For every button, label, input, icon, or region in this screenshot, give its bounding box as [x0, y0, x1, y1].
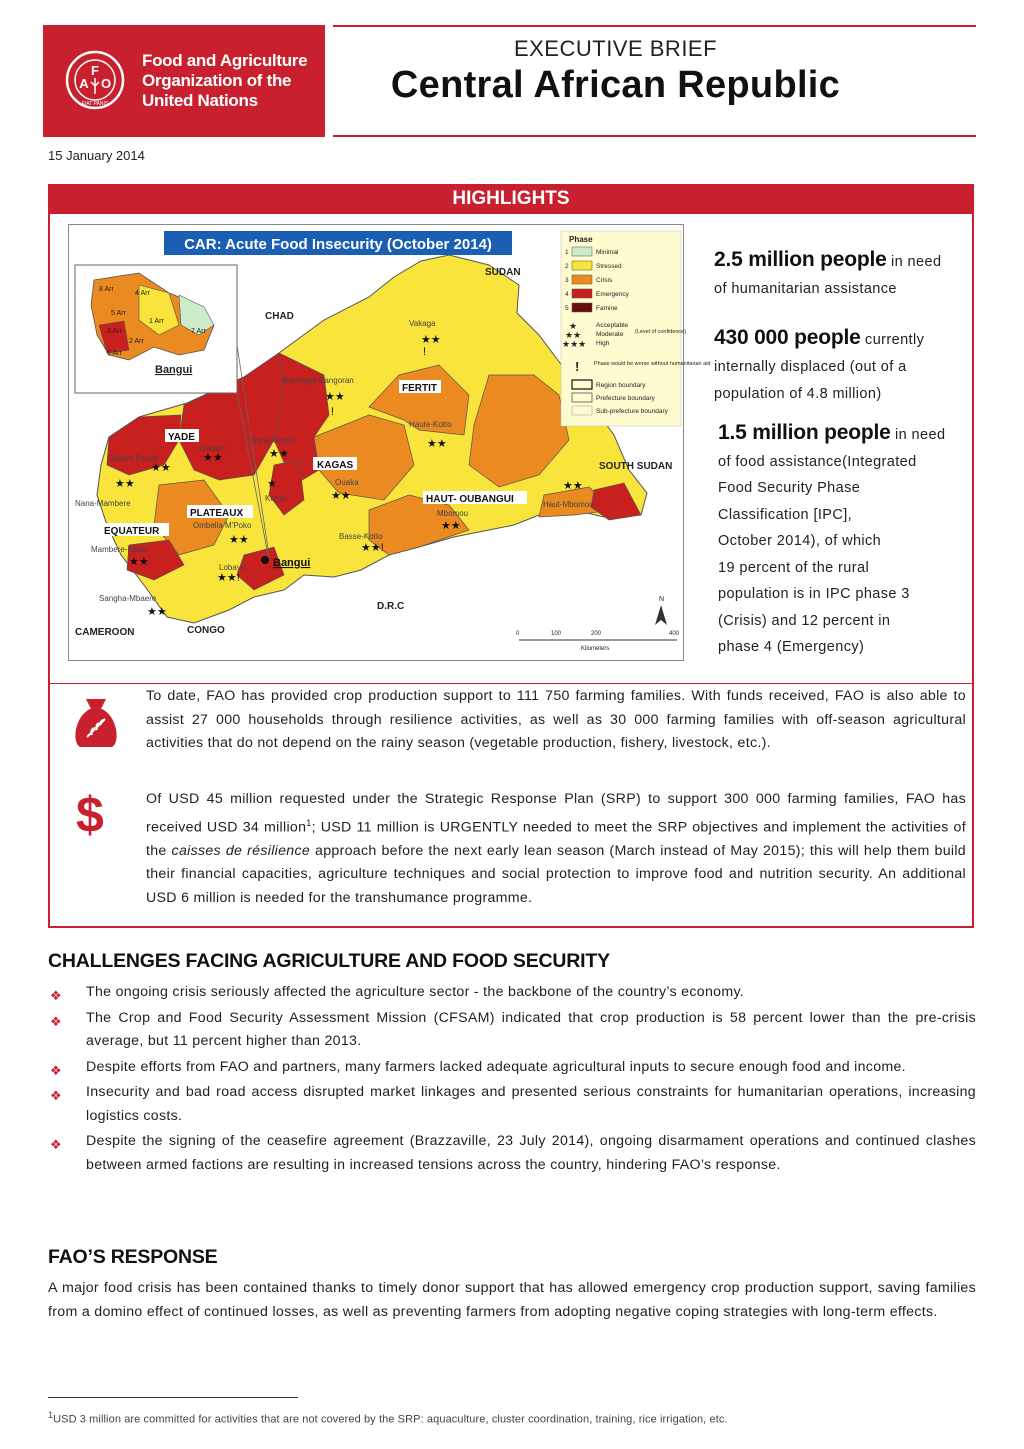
pref-kemo: Kemo — [265, 494, 286, 503]
svg-text:400: 400 — [669, 631, 680, 637]
dollar-icon: $ — [76, 787, 104, 843]
svg-text:!: ! — [575, 359, 580, 374]
svg-text:★★: ★★ — [325, 391, 345, 403]
pref-vakaga: Vakaga — [409, 319, 436, 328]
pref-basse-kotto: Basse-Kotto — [339, 532, 383, 541]
svg-text:A: A — [79, 76, 89, 91]
header-rule-bottom — [333, 135, 976, 137]
region-yade: YADE — [168, 432, 195, 443]
svg-text:0: 0 — [516, 631, 520, 637]
svg-text:Stressed: Stressed — [596, 263, 622, 270]
svg-text:★★: ★★ — [563, 480, 583, 492]
highlights-para-support: To date, FAO has provided crop production support to 111 750 farming families. With funds received, FAO is also able to assist 27 000 households through resilience activities, as well as 30 000 farming families with off-season agricultural activities that do not depend on the rainy season (vegetable production, fishery, livestock, etc.). — [146, 688, 966, 751]
svg-text:3: 3 — [565, 277, 569, 284]
neighbor-cameroon: CAMEROON — [75, 627, 135, 638]
list-item: ❖ Insecurity and bad road access disrupted market linkages and presented serious constraints for humanitarian operations, increasing logistics costs. — [50, 1084, 976, 1124]
bullet-icon: ❖ — [50, 1088, 62, 1103]
bullet-icon: ❖ — [50, 988, 62, 1003]
pref-ouham-pende: Ouham Pende — [107, 454, 159, 463]
svg-text:★★: ★★ — [151, 462, 171, 474]
svg-text:★★!: ★★! — [361, 542, 384, 554]
footnote-rule — [48, 1397, 298, 1398]
list-item: ❖ The ongoing crisis seriously affected the agriculture sector - the backbone of the country’s economy. — [48, 981, 976, 1005]
svg-text:★★: ★★ — [421, 334, 441, 346]
pref-ouaka: Ouaka — [335, 478, 359, 487]
fao-emblem-icon — [65, 50, 125, 110]
svg-text:1: 1 — [565, 249, 569, 256]
pref-ouham: Ouham — [199, 444, 226, 453]
neighbor-congo: CONGO — [187, 625, 225, 636]
highlights-para-funding: Of USD 45 million requested under the Strategic Response Plan (SRP) to support 300 000 farming families, FAO has received USD 34 million$^1$; USD 11 million is URGENTLY needed to meet the SRP objectives and implement the activities of the caisses de résilience approach before the next early lean season (March instead of May 2015); this will help them build their financial capacities, agriculture techniques and social protection to improve food and nutrition security. An additional USD 6 million is needed for the transhumance programme. — [146, 791, 966, 906]
svg-text:★★: ★★ — [147, 606, 167, 618]
inset-district-4: 4 Arr — [135, 290, 150, 297]
document-date: 15 January 2014 — [48, 148, 145, 163]
pref-bamingui: Bamingui-Bangoran — [283, 376, 354, 385]
food-insecurity-map — [68, 224, 711, 661]
response-text: A major food crisis has been contained thanks to timely donor support that has allowed emergency crop production support, saving families from a domino effect of continued losses, as well as preventing farmers from adopting negative coping strategies with long-term effects. — [48, 1280, 976, 1320]
map-svg — [69, 225, 711, 662]
stat-food-assistance: 1.5 million people in need of food assistance(Integrated Food Security Phase Classification [IPC], October 2014), of which 19 percent of the rural population is in IPC phase 3 (Crisis) and 12 percent in phase 4 (Emergency) — [718, 421, 946, 655]
svg-text:F: F — [91, 63, 99, 78]
region-equateur: EQUATEUR — [104, 526, 160, 537]
svg-text:★★!: ★★! — [217, 572, 240, 584]
header-rule-top — [333, 25, 976, 27]
seed-bag-icon — [70, 695, 122, 749]
svg-text:Sub-prefecture boundary: Sub-prefecture boundary — [596, 408, 668, 415]
svg-text:Phase: Phase — [569, 235, 593, 244]
neighbor-sudan: SUDAN — [485, 267, 521, 278]
stat-displaced: 430 000 people currently internally displaced (out of a population of 4.8 million) — [714, 326, 925, 402]
region-plateaux: PLATEAUX — [190, 508, 244, 519]
highlights-divider — [50, 683, 972, 684]
svg-text:4: 4 — [565, 291, 569, 298]
svg-text:Kilometers: Kilometers — [581, 646, 610, 652]
pref-mambere-kadei: Mambere-Kadei — [91, 545, 148, 554]
bangui-marker — [261, 556, 269, 564]
svg-text:★: ★ — [569, 321, 578, 331]
svg-text:2: 2 — [565, 263, 569, 270]
highlights-heading: HIGHLIGHTS — [48, 184, 974, 214]
challenges-heading: CHALLENGES FACING AGRICULTURE AND FOOD SECURITY — [48, 950, 610, 972]
svg-text:★★: ★★ — [427, 438, 447, 450]
pref-mbomou: Mbomou — [437, 509, 469, 518]
capital-label: Bangui — [273, 557, 311, 569]
svg-text:Crisis: Crisis — [596, 277, 613, 284]
svg-text:Famine: Famine — [596, 305, 618, 312]
svg-text:★★: ★★ — [331, 490, 351, 502]
north-arrow-icon — [655, 605, 667, 625]
region-fertit: FERTIT — [402, 383, 437, 394]
svg-text:★★: ★★ — [441, 520, 461, 532]
challenges-list — [48, 981, 976, 1179]
inset-bangui-label: Bangui — [155, 364, 193, 376]
svg-text:Prefecture boundary: Prefecture boundary — [596, 395, 655, 402]
list-item: ❖ The Crop and Food Security Assessment Mission (CFSAM) indicated that crop production is 58 percent lower than the pre-crisis average, but 11 percent higher than 2013. — [50, 1009, 976, 1049]
neighbor-chad: CHAD — [265, 311, 294, 322]
inset-district-1: 1 Arr — [149, 318, 164, 325]
list-item: ❖ Despite efforts from FAO and partners, many farmers lacked adequate agricultural inputs to secure enough food and income. — [48, 1056, 976, 1080]
svg-text:Region boundary: Region boundary — [596, 382, 646, 389]
pref-lobaye: Lobaye — [219, 563, 246, 572]
bullet-icon: ❖ — [50, 1013, 62, 1029]
svg-text:★★★: ★★★ — [562, 339, 587, 349]
svg-text:★: ★ — [267, 478, 277, 490]
pref-sangha: Sangha-Mbaere — [99, 594, 157, 603]
pref-ombella: Ombella M'Poko — [193, 521, 252, 530]
response-heading: FAO’S RESPONSE — [48, 1246, 218, 1268]
bullet-icon: ❖ — [50, 1137, 62, 1152]
pref-haute-kotto: Haute-Kotto — [409, 420, 452, 429]
fao-logo-block — [43, 25, 325, 137]
pref-nana-mambere: Nana-Mambere — [75, 499, 131, 508]
neighbor-south-sudan: SOUTH SUDAN — [599, 461, 673, 472]
inset-district-2: 2 Arr — [129, 338, 144, 345]
svg-text:★★: ★★ — [565, 330, 582, 340]
region-kagas: KAGAS — [317, 460, 354, 471]
svg-text:!: ! — [331, 406, 335, 418]
svg-text:200: 200 — [591, 631, 602, 637]
footnote: $^1$USD 3 million are committed for activities that are not covered by the SRP: aquaculture, cluster coordination, training, rice irrigation, etc. — [48, 1410, 728, 1426]
svg-text:!: ! — [423, 346, 427, 358]
neighbor-drc: D.R.C — [377, 601, 405, 612]
svg-text:O: O — [100, 76, 112, 91]
svg-text:100: 100 — [551, 631, 562, 637]
svg-text:FIAT PANIS: FIAT PANIS — [81, 101, 109, 107]
svg-text:★★: ★★ — [115, 478, 135, 490]
stat-humanitarian: 2.5 million people in need of humanitarian assistance — [714, 248, 942, 297]
inset-district-7: 7 Arr — [191, 328, 206, 335]
svg-text:Minimal: Minimal — [596, 249, 619, 256]
bullet-icon: ❖ — [50, 1062, 62, 1078]
map-title: CAR: Acute Food Insecurity (October 2014) — [184, 236, 492, 253]
document-type: EXECUTIVE BRIEF — [513, 36, 718, 61]
inset-district-6: 6 Arr — [107, 350, 122, 357]
inset-district-8: 8 Arr — [99, 286, 114, 293]
list-item: ❖ Despite the signing of the ceasefire agreement (Brazzaville, 23 July 2014), ongoing disarmament operations and continued clashes between armed factions are resulting in increased tensions across the country, hindering FAO’s response. — [50, 1133, 976, 1173]
inset-district-5: 5 Arr — [111, 310, 126, 317]
svg-text:(Level of confidence): (Level of confidence) — [635, 329, 687, 335]
inset-district-3: 3 Arr — [107, 328, 122, 335]
pref-nana-gribizi: Nana-Gribizi — [251, 436, 296, 445]
svg-text:High: High — [596, 340, 610, 347]
svg-text:Moderate: Moderate — [596, 331, 624, 338]
svg-text:Phase would be worse without h: Phase would be worse without humanitarian aid — [594, 361, 711, 367]
svg-text:★★: ★★ — [229, 534, 249, 546]
region-haut-oubangui: HAUT- OUBANGUI — [426, 494, 514, 505]
svg-text:5: 5 — [565, 305, 569, 312]
svg-text:★★: ★★ — [129, 556, 149, 568]
footnote-ref: 1 — [306, 817, 312, 828]
page-title: Central African Republic — [390, 64, 841, 106]
svg-text:★★: ★★ — [203, 452, 223, 464]
svg-text:★★: ★★ — [269, 448, 289, 460]
north-label: N — [659, 596, 665, 603]
pref-haut-mbomou: Haut-Mbomou — [543, 500, 594, 509]
svg-text:Acceptable: Acceptable — [596, 322, 629, 329]
svg-text:Emergency: Emergency — [596, 291, 629, 298]
org-name: Food and Agriculture Organization of the United Nations — [142, 51, 308, 110]
